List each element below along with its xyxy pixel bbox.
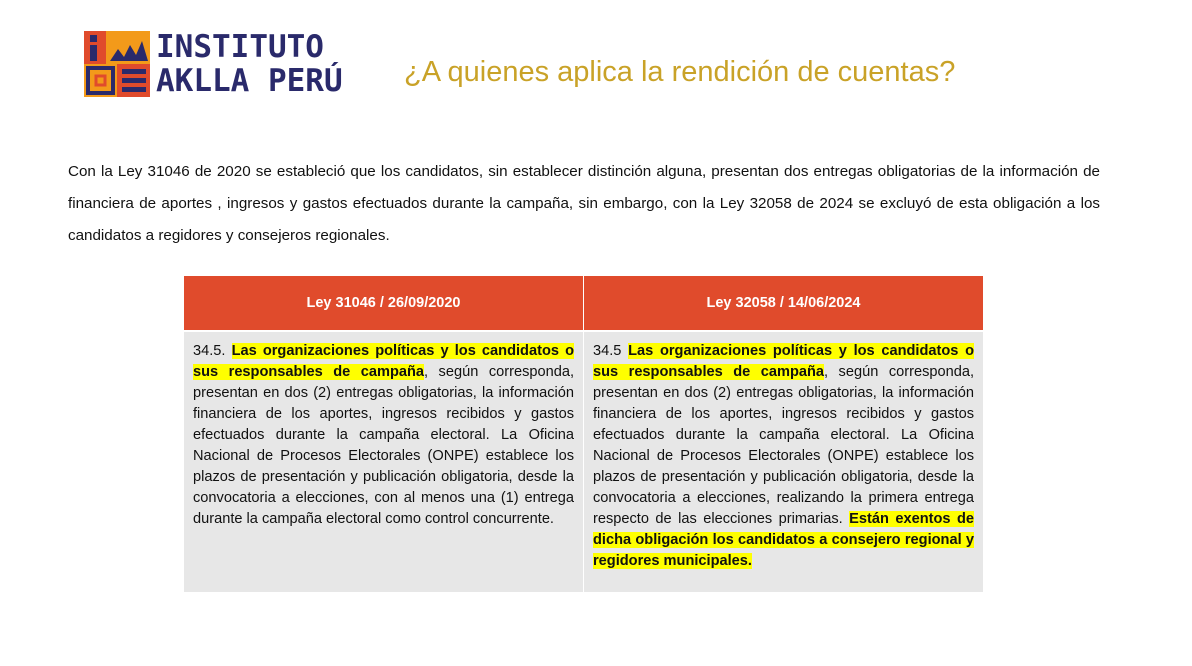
table-header-left: Ley 31046 / 26/09/2020 [184,276,583,332]
institute-logo [84,30,343,98]
highlighted-text: Las organizaciones políticas y los candidatos o sus responsables de campaña [193,343,574,380]
table-header-right: Ley 32058 / 14/06/2024 [584,276,983,332]
table-column-left [184,276,583,592]
slide-title: ¿A quienes aplica la rendición de cuentas? [404,56,956,88]
article-body: , según corresponda, presentan en dos (2) entregas obligatorias, la información financiera de los aportes, ingresos recibidos y gastos efectuados durante la campaña electoral. La Oficina Nacional de Procesos Electorales (ONPE) establece los plazos de presentación y publicación obligatoria, desde la convocatoria a elecciones, con al menos una (1) entrega durante la campaña electoral como control concurrente. [193,364,574,527]
logo-emblem-icon [84,31,150,97]
highlighted-text: Las organizaciones políticas y los candidatos o sus responsables de campaña [593,343,974,380]
logo-text-line1: INSTITUTO [156,29,324,65]
article-body: , según corresponda, presentan en dos (2) entregas obligatorias, la información financiera de los aportes, ingresos recibidos y gastos efectuados durante la campaña electoral. La Oficina Nacional de Procesos Electorales (ONPE) establece los plazos de presentación y publicación obligatoria, desde la convocatoria a elecciones, realizando la primera entrega respecto de las elecciones primarias. [593,364,974,527]
intro-paragraph: Con la Ley 31046 de 2020 se estableció que los candidatos, sin establecer distinción alguna, presentan dos entregas obligatorias de la información de financiera de aportes , ingresos y gastos efectuados durante la campaña, sin embargo, con la Ley 32058 de 2024 se excluyó de esta obligación a los candidatos a regidores y consejeros regionales. [68,163,1100,244]
logo-text-line2: AKLLA PERÚ [156,63,343,99]
table-column-right [584,276,983,592]
table-cell-left [184,332,583,592]
table-cell-right [584,332,983,592]
law-comparison-table [184,276,983,592]
highlighted-exemption-text: Están exentos de dicha obligación los candidatos a consejero regional y regidores municipales. [593,511,974,569]
article-number: 34.5. [193,343,232,359]
article-number: 34.5 [593,343,629,359]
